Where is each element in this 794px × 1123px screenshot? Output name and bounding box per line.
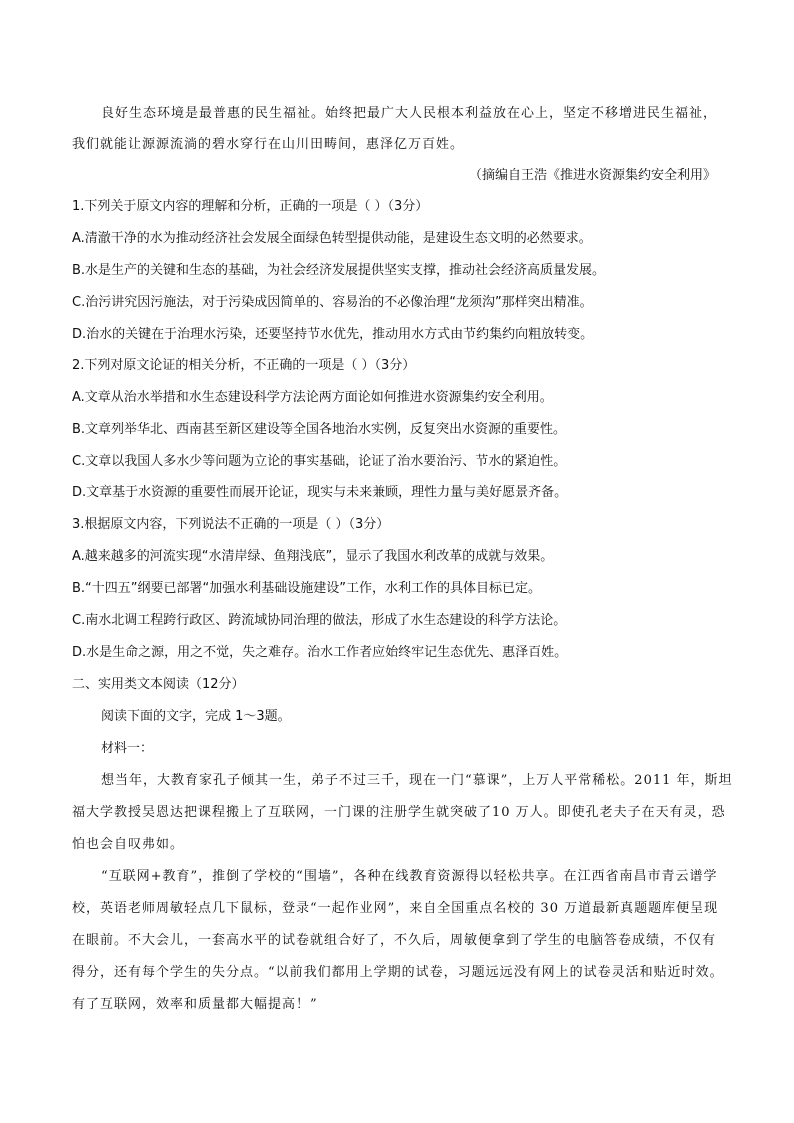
question-1-option-a: A.清澈干净的水为推动经济社会发展全面绿色转型提供动能，是建设生态文明的必然要求。 bbox=[72, 231, 592, 246]
question-3-option-d: D.水是生命之源，用之不觉，失之难存。治水工作者应始终牢记生态优先、惠泽百姓。 bbox=[72, 645, 568, 660]
question-3-option-c: C.南水北调工程跨行政区、跨流域协同治理的做法，形成了水生态建设的科学方法论。 bbox=[72, 613, 567, 628]
passage-line-2: 我们就能让源源流淌的碧水穿行在山川田畴间，惠泽亿万百姓。 bbox=[72, 137, 465, 152]
material-para2-line-2: 校，英语老师周敏轻点几下鼠标，登录“一起作业网”，来自全国重点名校的 30 万道最新真题题库便呈现 bbox=[72, 901, 719, 916]
material-para2-line-1: “互联网+教育”，推倒了学校的“围墙”，各种在线教育资源得以轻松共享。在江西省南昌市青云谱学 bbox=[101, 869, 718, 884]
material-para1-line-1: 想当年，大教育家孔子倾其一生，弟子不过三千，现在一门“慕课”，上万人平常稀松。2011 年，斯坦 bbox=[101, 773, 733, 788]
question-1-option-b: B.水是生产的关键和生态的基础，为社会经济发展提供坚实支撑，推动社会经济高质量发展。 bbox=[72, 263, 606, 278]
question-2-option-a: A.文章从治水举措和水生态建设科学方法论两方面论如何推进水资源集约安全利用。 bbox=[72, 390, 553, 405]
material-label: 材料一： bbox=[101, 741, 154, 756]
question-2-option-b: B.文章列举华北、西南甚至新区建设等全国各地治水实例，反复突出水资源的重要性。 bbox=[72, 422, 567, 437]
material-para1-line-3: 怕也会自叹弗如。 bbox=[72, 837, 185, 852]
question-3-stem: 3.根据原文内容，下列说法不正确的一项是（ ）（3分） bbox=[72, 517, 390, 532]
question-1-option-d: D.治水的关键在于治理水污染，还要坚持节水优先，推动用水方式由节约集约向粗放转变。 bbox=[72, 327, 594, 342]
passage-line-1: 良好生态环境是最普惠的民生福祉。始终把最广大人民根本利益放在心上，坚定不移增进民生福祉， bbox=[101, 106, 718, 121]
question-1-stem: 1.下列关于原文内容的理解和分析，正确的一项是（ ）（3分） bbox=[72, 199, 429, 214]
question-2-option-d: D.文章基于水资源的重要性而展开论证，现实与未来兼顾，理性力量与美好愿景齐备。 bbox=[72, 485, 568, 500]
material-para1-line-2: 福大学教授吴恩达把课程搬上了互联网，一门课的注册学生就突破了10 万人。即使孔老夫子在天有灵，恐 bbox=[72, 805, 726, 820]
section-instruction: 阅读下面的文字，完成 1～3题。 bbox=[101, 709, 291, 724]
material-para2-line-5: 有了互联网，效率和质量都大幅提高！” bbox=[72, 997, 318, 1012]
question-3-option-b: B.“十四五”纲要已部署“加强水利基础设施建设”工作，水利工作的具体目标已定。 bbox=[72, 581, 541, 596]
material-para2-line-4: 得分，还有每个学生的失分点。“以前我们都用上学期的试卷，习题远远没有网上的试卷灵活和贴近时效。 bbox=[72, 965, 724, 980]
section-heading: 二、实用类文本阅读（12分） bbox=[72, 677, 245, 692]
material-para2-line-3: 在眼前。不大会儿，一套高水平的试卷就组合好了，不久后，周敏便拿到了学生的电脑答卷成绩，不仅有 bbox=[72, 933, 717, 948]
question-2-stem: 2.下列对原文论证的相关分析，不正确的一项是（ ）（3分） bbox=[72, 358, 416, 373]
question-2-option-c: C.文章以我国人多水少等问题为立论的事实基础，论证了治水要治污、节水的紧迫性。 bbox=[72, 454, 567, 469]
passage-source: （摘编自王浩《推进水资源集约安全利用》 bbox=[468, 168, 716, 183]
question-1-option-c: C.治污讲究因污施法，对于污染成因简单的、容易治的不必像治理“龙须沟”那样突出精准。 bbox=[72, 295, 593, 310]
question-3-option-a: A.越来越多的河流实现“水清岸绿、鱼翔浅底”，显示了我国水利改革的成就与效果。 bbox=[72, 549, 554, 564]
